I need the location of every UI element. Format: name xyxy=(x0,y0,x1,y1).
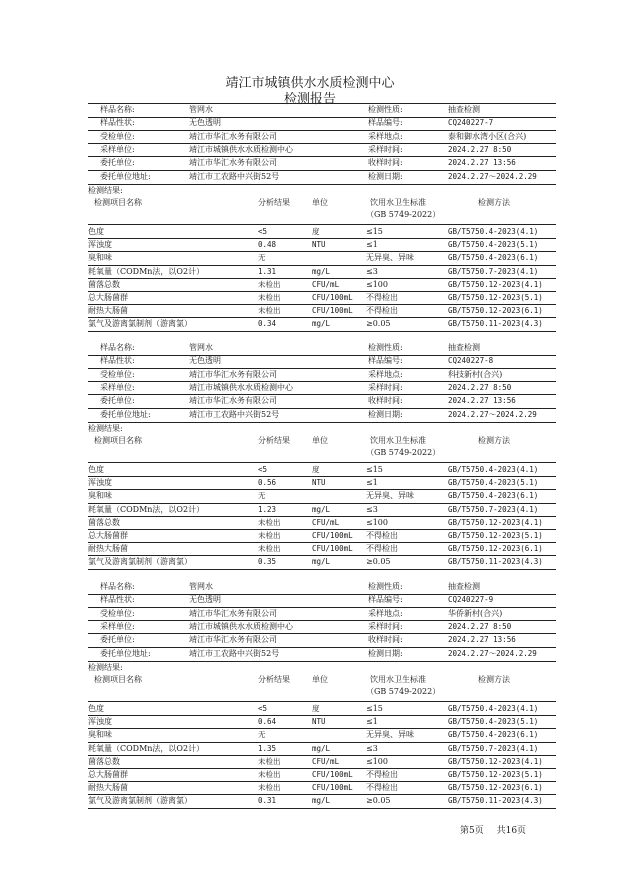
result-item-name: 耗氧量（CODMn法，以O2计） xyxy=(88,743,205,753)
result-item-name: 臭和味 xyxy=(88,730,112,740)
info-label: 采样地点: xyxy=(368,608,403,618)
result-method: GB/T5750.12-2023(6.1) xyxy=(448,544,543,554)
info-label: 受检单位: xyxy=(100,608,135,618)
results-label: 检测结果: xyxy=(88,663,123,672)
info-value-sample-time: 2024.2.27 8:50 xyxy=(448,144,512,154)
info-label: 委托单位地址: xyxy=(100,648,151,658)
result-standard: ≤1 xyxy=(366,717,378,727)
info-value-receive-time: 2024.2.27 13:56 xyxy=(448,158,516,168)
info-label: 采样单位: xyxy=(100,621,135,631)
info-value-location: 泰和御水湾小区(合兴) xyxy=(448,131,527,141)
info-value-address: 靖江市工农路中兴街52号 xyxy=(189,648,280,658)
info-value-sample-time: 2024.2.27 8:50 xyxy=(448,382,512,392)
result-item-name: 氯气及游离氯制剂（游离氯） xyxy=(88,557,192,567)
result-unit: CFU/mL xyxy=(312,756,340,766)
result-standard: ≤3 xyxy=(366,266,378,276)
result-standard: ≤100 xyxy=(366,279,388,289)
col-header-unit: 单位 xyxy=(312,198,328,207)
info-label: 采样单位: xyxy=(100,144,135,154)
result-value: 0.34 xyxy=(258,319,277,329)
info-bottom-rule xyxy=(88,184,556,185)
col-header-result: 分析结果 xyxy=(258,675,290,684)
result-value: 无 xyxy=(258,491,266,501)
result-value: 0.64 xyxy=(258,717,277,727)
info-label: 采样时间: xyxy=(368,144,403,154)
col-header-method: 检测方法 xyxy=(478,436,510,445)
result-standard: ≥0.05 xyxy=(366,319,391,329)
col-header-standard: 饮用水卫生标准 xyxy=(370,198,426,207)
result-value: 未检出 xyxy=(258,517,281,527)
result-unit: CFU/100mL xyxy=(312,544,353,554)
result-unit: NTU xyxy=(312,717,326,727)
info-label: 采样单位: xyxy=(100,382,135,392)
report-subtitle: 检测报告 xyxy=(283,92,336,107)
info-bottom-rule xyxy=(88,422,556,423)
result-method: GB/T5750.11-2023(4.3) xyxy=(448,319,543,329)
result-method: GB/T5750.4-2023(6.1) xyxy=(448,253,539,263)
col-header-result: 分析结果 xyxy=(258,198,290,207)
result-value: <5 xyxy=(258,227,268,236)
result-unit: CFU/mL xyxy=(312,517,340,527)
result-standard: 不得检出 xyxy=(366,544,398,554)
col-header-item: 检测项目名称 xyxy=(94,675,142,684)
result-unit: NTU xyxy=(312,240,326,250)
info-label: 委托单位地址: xyxy=(100,409,151,419)
info-label: 检测日期: xyxy=(368,648,403,658)
result-unit: CFU/100mL xyxy=(312,306,353,316)
result-value: 1.23 xyxy=(258,504,277,514)
result-standard: ≤15 xyxy=(366,704,383,713)
result-value: 0.35 xyxy=(258,557,277,567)
col-header-method: 检测方法 xyxy=(478,675,510,684)
result-item-name: 浑浊度 xyxy=(88,240,112,250)
info-value-address: 靖江市工农路中兴街52号 xyxy=(189,171,280,181)
result-standard: ≤100 xyxy=(366,517,388,527)
result-value: 未检出 xyxy=(258,279,281,289)
result-standard: ≤3 xyxy=(366,504,378,514)
result-unit: mg/L xyxy=(312,743,331,753)
result-item-name: 色度 xyxy=(88,704,104,713)
info-label: 样品性状: xyxy=(100,595,135,605)
col-header-standard-code: （GB 5749-2022） xyxy=(366,687,441,696)
row-rule xyxy=(88,569,556,570)
result-value: 0.48 xyxy=(258,240,277,250)
info-value-sample-time: 2024.2.27 8:50 xyxy=(448,621,512,631)
result-standard: 无异臭、异味 xyxy=(366,253,414,263)
result-standard: ≥0.05 xyxy=(366,796,391,806)
result-item-name: 耐热大肠菌 xyxy=(88,783,128,793)
info-label: 样品性状: xyxy=(100,118,135,128)
info-label: 检测性质: xyxy=(368,105,403,114)
info-value-commissioner: 靖江市华汇水务有限公司 xyxy=(189,635,277,645)
result-item-name: 臭和味 xyxy=(88,491,112,501)
info-value-sampler: 靖江市城镇供水水质检测中心 xyxy=(189,382,293,392)
info-value-client: 靖江市华汇水务有限公司 xyxy=(189,608,277,618)
result-value: 无 xyxy=(258,730,266,740)
col-header-unit: 单位 xyxy=(312,675,328,684)
info-label: 检测性质: xyxy=(368,343,403,352)
result-value: 未检出 xyxy=(258,783,281,793)
info-value-sample-no: CQ240227-8 xyxy=(448,356,494,366)
result-item-name: 总大肠菌群 xyxy=(88,293,128,302)
result-standard: 不得检出 xyxy=(366,770,398,779)
result-unit: mg/L xyxy=(312,504,331,514)
result-value: 未检出 xyxy=(258,531,281,540)
result-item-name: 浑浊度 xyxy=(88,717,112,727)
result-item-name: 耗氧量（CODMn法，以O2计） xyxy=(88,266,205,276)
result-method: GB/T5750.12-2023(4.1) xyxy=(448,756,543,766)
info-label: 检测性质: xyxy=(368,582,403,591)
result-standard: ≤100 xyxy=(366,756,388,766)
result-method: GB/T5750.11-2023(4.3) xyxy=(448,557,543,567)
result-method: GB/T5750.4-2023(4.1) xyxy=(448,227,539,236)
info-value-test-type: 抽查检测 xyxy=(448,582,480,591)
page-footer xyxy=(460,823,536,836)
sample-block xyxy=(88,580,556,810)
result-standard: ≥0.05 xyxy=(366,557,391,567)
info-value-sampler: 靖江市城镇供水水质检测中心 xyxy=(189,621,293,631)
info-label: 检测日期: xyxy=(368,409,403,419)
info-label: 委托单位: xyxy=(100,396,135,406)
result-unit: CFU/100mL xyxy=(312,531,353,540)
result-method: GB/T5750.12-2023(4.1) xyxy=(448,517,543,527)
info-value-location: 科技新村(合兴) xyxy=(448,369,503,379)
results-label: 检测结果: xyxy=(88,424,123,433)
result-standard: 不得检出 xyxy=(366,531,398,540)
result-value: <5 xyxy=(258,465,268,474)
info-value-sample-trait: 无色透明 xyxy=(189,595,221,605)
info-label: 收样时间: xyxy=(368,635,403,645)
page-number: 第5页 xyxy=(460,826,484,836)
result-unit: CFU/mL xyxy=(312,279,340,289)
col-header-standard-code: （GB 5749-2022） xyxy=(366,448,441,457)
result-method: GB/T5750.12-2023(5.1) xyxy=(448,293,543,302)
info-value-sample-name: 管网水 xyxy=(189,105,213,114)
info-label: 委托单位: xyxy=(100,158,135,168)
result-unit: 度 xyxy=(312,704,320,713)
info-label: 收样时间: xyxy=(368,396,403,406)
info-label: 样品名称: xyxy=(100,105,135,114)
result-method: GB/T5750.7-2023(4.1) xyxy=(448,504,539,514)
result-item-name: 臭和味 xyxy=(88,253,112,263)
info-value-sample-no: CQ240227-9 xyxy=(448,595,494,605)
result-item-name: 耗氧量（CODMn法，以O2计） xyxy=(88,504,205,514)
info-label: 委托单位地址: xyxy=(100,171,151,181)
info-value-test-date: 2024.2.27～2024.2.29 xyxy=(448,409,537,419)
info-value-receive-time: 2024.2.27 13:56 xyxy=(448,396,516,406)
info-value-commissioner: 靖江市华汇水务有限公司 xyxy=(189,396,277,406)
result-standard: 无异臭、异味 xyxy=(366,730,414,740)
info-value-sample-no: CQ240227-7 xyxy=(448,118,494,128)
result-standard: 不得检出 xyxy=(366,293,398,302)
result-unit: 度 xyxy=(312,465,320,474)
col-header-standard: 饮用水卫生标准 xyxy=(370,675,426,684)
info-label: 样品编号: xyxy=(368,595,403,605)
info-value-sampler: 靖江市城镇供水水质检测中心 xyxy=(189,144,293,154)
result-method: GB/T5750.4-2023(5.1) xyxy=(448,240,539,250)
result-standard: ≤15 xyxy=(366,227,383,236)
result-value: 未检出 xyxy=(258,306,281,316)
header-rule xyxy=(88,701,556,702)
result-item-name: 总大肠菌群 xyxy=(88,770,128,779)
row-rule xyxy=(88,808,556,809)
info-value-sample-trait: 无色透明 xyxy=(189,356,221,366)
col-header-standard: 饮用水卫生标准 xyxy=(370,436,426,445)
result-method: GB/T5750.12-2023(6.1) xyxy=(448,306,543,316)
result-standard: 不得检出 xyxy=(366,306,398,316)
col-header-unit: 单位 xyxy=(312,436,328,445)
info-label: 采样时间: xyxy=(368,382,403,392)
result-value: 未检出 xyxy=(258,544,281,554)
info-value-receive-time: 2024.2.27 13:56 xyxy=(448,635,516,645)
result-unit: CFU/100mL xyxy=(312,770,353,779)
result-item-name: 菌落总数 xyxy=(88,517,120,527)
result-method: GB/T5750.4-2023(5.1) xyxy=(448,478,539,488)
result-item-name: 总大肠菌群 xyxy=(88,531,128,540)
info-value-test-date: 2024.2.27～2024.2.29 xyxy=(448,171,537,181)
header-rule xyxy=(88,462,556,463)
col-header-standard-code: （GB 5749-2022） xyxy=(366,210,441,219)
result-method: GB/T5750.7-2023(4.1) xyxy=(448,743,539,753)
info-label: 收样时间: xyxy=(368,158,403,168)
info-value-commissioner: 靖江市华汇水务有限公司 xyxy=(189,158,277,168)
sample-block xyxy=(88,341,556,571)
top-rule xyxy=(88,103,556,104)
result-item-name: 色度 xyxy=(88,465,104,474)
info-label: 委托单位: xyxy=(100,635,135,645)
info-label: 样品名称: xyxy=(100,343,135,352)
result-standard: 不得检出 xyxy=(366,783,398,793)
result-method: GB/T5750.4-2023(6.1) xyxy=(448,491,539,501)
info-label: 采样地点: xyxy=(368,131,403,141)
result-standard: ≤1 xyxy=(366,240,378,250)
result-value: 1.31 xyxy=(258,266,277,276)
result-standard: ≤1 xyxy=(366,478,378,488)
result-value: 0.56 xyxy=(258,478,277,488)
result-method: GB/T5750.12-2023(4.1) xyxy=(448,279,543,289)
sample-block xyxy=(88,103,556,333)
result-method: GB/T5750.12-2023(5.1) xyxy=(448,770,543,779)
info-value-location: 华侨新村(合兴) xyxy=(448,608,503,618)
col-header-result: 分析结果 xyxy=(258,436,290,445)
header-rule xyxy=(88,224,556,225)
info-value-test-type: 抽查检测 xyxy=(448,343,480,352)
result-value: 0.31 xyxy=(258,796,277,806)
info-value-client: 靖江市华汇水务有限公司 xyxy=(189,369,277,379)
result-value: 未检出 xyxy=(258,770,281,779)
result-method: GB/T5750.4-2023(6.1) xyxy=(448,730,539,740)
result-method: GB/T5750.12-2023(5.1) xyxy=(448,531,543,540)
result-value: 未检出 xyxy=(258,293,281,302)
result-unit: NTU xyxy=(312,478,326,488)
info-value-test-date: 2024.2.27～2024.2.29 xyxy=(448,648,537,658)
info-value-test-type: 抽查检测 xyxy=(448,105,480,114)
result-unit: mg/L xyxy=(312,319,331,329)
result-method: GB/T5750.4-2023(4.1) xyxy=(448,465,539,474)
info-label: 样品性状: xyxy=(100,356,135,366)
info-value-sample-trait: 无色透明 xyxy=(189,118,221,128)
result-item-name: 耐热大肠菌 xyxy=(88,544,128,554)
result-value: 无 xyxy=(258,253,266,263)
result-standard: 无异臭、异味 xyxy=(366,491,414,501)
info-label: 样品编号: xyxy=(368,118,403,128)
result-unit: CFU/100mL xyxy=(312,783,353,793)
result-item-name: 菌落总数 xyxy=(88,279,120,289)
result-standard: ≤3 xyxy=(366,743,378,753)
info-label: 采样时间: xyxy=(368,621,403,631)
info-value-sample-name: 管网水 xyxy=(189,343,213,352)
col-header-method: 检测方法 xyxy=(478,198,510,207)
results-label: 检测结果: xyxy=(88,186,123,195)
info-value-client: 靖江市华汇水务有限公司 xyxy=(189,131,277,141)
result-item-name: 色度 xyxy=(88,227,104,236)
result-item-name: 耐热大肠菌 xyxy=(88,306,128,316)
result-item-name: 氯气及游离氯制剂（游离氯） xyxy=(88,796,192,806)
result-unit: mg/L xyxy=(312,266,331,276)
result-unit: mg/L xyxy=(312,557,331,567)
col-header-item: 检测项目名称 xyxy=(94,436,142,445)
info-label: 受检单位: xyxy=(100,369,135,379)
row-rule xyxy=(88,331,556,332)
info-label: 采样地点: xyxy=(368,369,403,379)
col-header-item: 检测项目名称 xyxy=(94,198,142,207)
info-label: 样品名称: xyxy=(100,582,135,591)
info-bottom-rule xyxy=(88,661,556,662)
result-method: GB/T5750.7-2023(4.1) xyxy=(448,266,539,276)
result-method: GB/T5750.4-2023(4.1) xyxy=(448,704,539,713)
result-standard: ≤15 xyxy=(366,465,383,474)
result-value: 1.35 xyxy=(258,743,277,753)
result-item-name: 氯气及游离氯制剂（游离氯） xyxy=(88,319,192,329)
info-value-address: 靖江市工农路中兴街52号 xyxy=(189,409,280,419)
result-item-name: 菌落总数 xyxy=(88,756,120,766)
result-value: <5 xyxy=(258,704,268,713)
result-item-name: 浑浊度 xyxy=(88,478,112,488)
result-value: 未检出 xyxy=(258,756,281,766)
result-method: GB/T5750.4-2023(5.1) xyxy=(448,717,539,727)
info-label: 检测日期: xyxy=(368,171,403,181)
result-unit: mg/L xyxy=(312,796,331,806)
result-unit: CFU/100mL xyxy=(312,293,353,302)
info-label: 样品编号: xyxy=(368,356,403,366)
info-value-sample-name: 管网水 xyxy=(189,582,213,591)
result-method: GB/T5750.12-2023(6.1) xyxy=(448,783,543,793)
result-method: GB/T5750.11-2023(4.3) xyxy=(448,796,543,806)
info-label: 受检单位: xyxy=(100,131,135,141)
report-org-title: 靖江市城镇供水水质检测中心 xyxy=(225,76,395,91)
page-total: 共16页 xyxy=(496,826,527,836)
result-unit: 度 xyxy=(312,227,320,236)
